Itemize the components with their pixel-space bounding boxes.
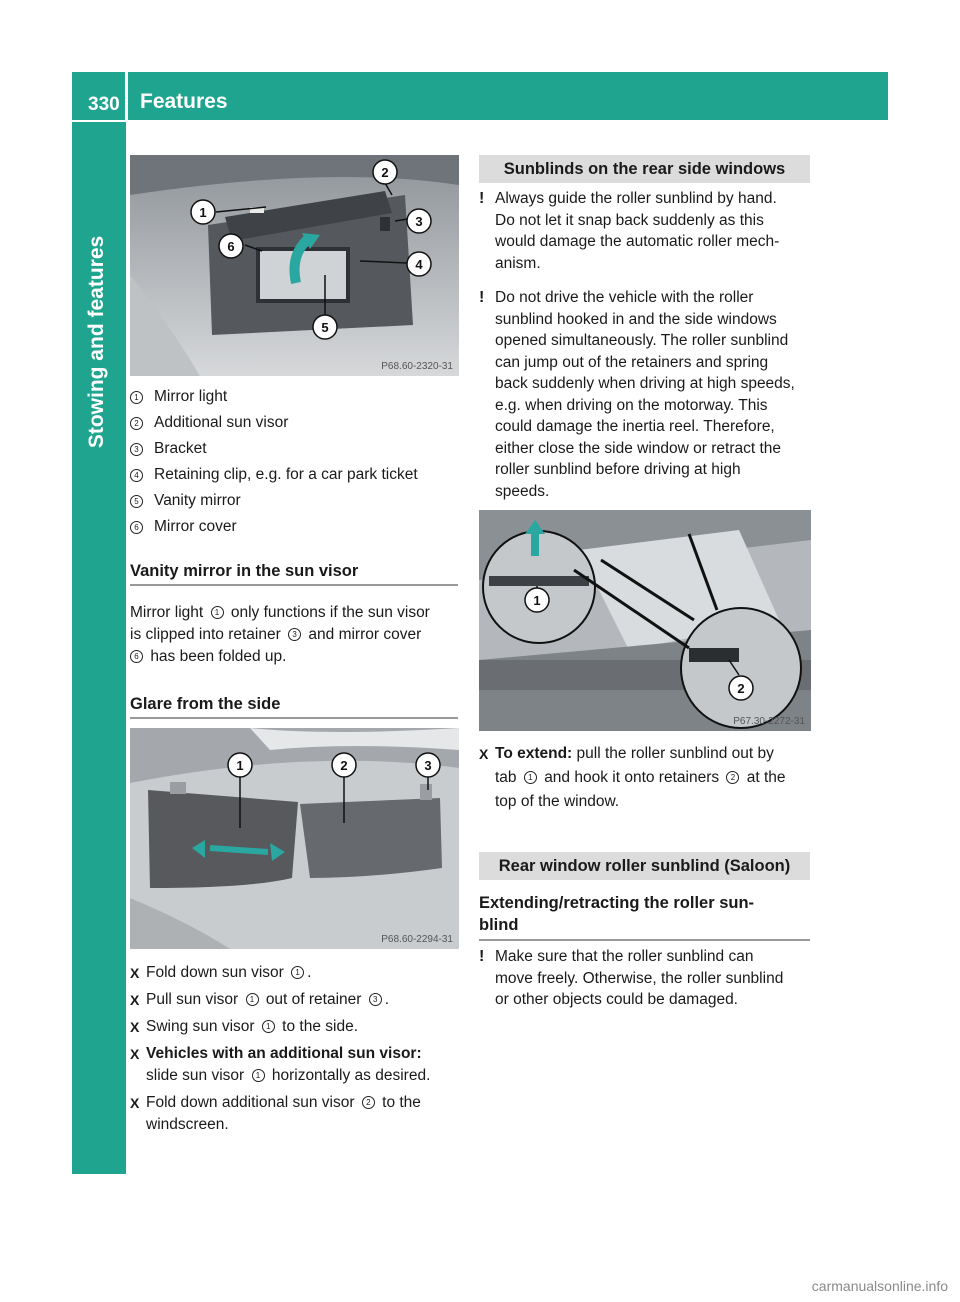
vanity-paragraph: Mirror light 1 only functions if the sun visor is clipped into retainer 3 and mirror cover 6 has been folded up. <box>130 604 430 665</box>
callout-list <box>130 384 460 540</box>
section-heading-glare: Glare from the side <box>130 695 458 719</box>
fig2-marker-1: 1 <box>236 758 244 773</box>
figure-code: P68.60-2320-31 <box>381 361 453 372</box>
subheading-extending: Extending/retracting the roller sun- blind <box>479 892 810 941</box>
figure-code: P68.60-2294-31 <box>381 934 453 945</box>
figure-code: P67.30-2272-31 <box>733 716 805 727</box>
fig1-marker-2: 2 <box>381 165 389 180</box>
fig2-marker-2: 2 <box>340 758 348 773</box>
step-item: X Swing sun visor 1 to the side. <box>130 1018 358 1035</box>
side-tab-label: Stowing and features <box>85 235 108 449</box>
figure-side-sunblind <box>479 510 811 731</box>
step-item: X Fold down sun visor 1 . <box>130 964 312 981</box>
fig3-marker-1: 1 <box>533 593 541 608</box>
list-item: 3 Bracket <box>130 436 460 462</box>
fig1-marker-1: 1 <box>199 205 207 220</box>
section-heading-rear-window: Rear window roller sunblind (Saloon) <box>479 852 810 880</box>
step-item: X Pull sun visor 1 out of retainer 3 . <box>130 991 390 1008</box>
fig1-marker-6: 6 <box>227 239 235 254</box>
step-item: X Fold down additional sun visor 2 to the windscreen. <box>130 1094 421 1133</box>
fig2-marker-3: 3 <box>424 758 432 773</box>
section-heading-vanity: Vanity mirror in the sun visor <box>130 562 458 586</box>
fig3-marker-2: 2 <box>737 681 745 696</box>
figure-sun-visor-mirror <box>130 155 459 376</box>
list-item: 5 Vanity mirror <box>130 488 460 514</box>
warning-2: ! Do not drive the vehicle with the roller sunblind hooked in and the side windows opened simultaneously. The roller sunblind can jump out of the retainers and spring back suddenly when driving at high speeds, e.g. when driving on the motorway. This could damage the inertia reel. Therefore, either close the side window or retract the roller sunblind before driving at high speeds. <box>479 289 795 500</box>
list-item: 2 Additional sun visor <box>130 410 460 436</box>
section-heading-sunblinds: Sunblinds on the rear side windows <box>479 155 810 183</box>
fig1-marker-4: 4 <box>415 257 423 272</box>
fig1-marker-5: 5 <box>321 320 329 335</box>
fig1-marker-3: 3 <box>415 214 423 229</box>
page-number: 330 <box>88 94 120 115</box>
page-title: Features <box>140 90 228 113</box>
list-item: 6 Mirror cover <box>130 514 460 540</box>
list-item: 4 Retaining clip, e.g. for a car park ticket <box>130 462 460 488</box>
warning-1: ! Always guide the roller sunblind by hand. Do not let it snap back suddenly as this would damage the automatic roller mech- anism. <box>479 190 780 272</box>
warning-3: ! Make sure that the roller sunblind can move freely. Otherwise, the roller sunblind or other objects could be damaged. <box>479 948 784 1008</box>
list-item: 1 Mirror light <box>130 384 460 410</box>
extend-step: X To extend: pull the roller sunblind out by tab 1 and hook it onto retainers 2 at the top of the window. <box>479 745 786 810</box>
figure-glare-side <box>130 728 459 949</box>
header-divider <box>125 72 128 120</box>
step-item: X Vehicles with an additional sun visor: slide sun visor 1 horizontally as desired. <box>130 1045 431 1084</box>
glare-steps <box>130 962 462 1141</box>
watermark: carmanualsonline.info <box>811 1278 948 1294</box>
